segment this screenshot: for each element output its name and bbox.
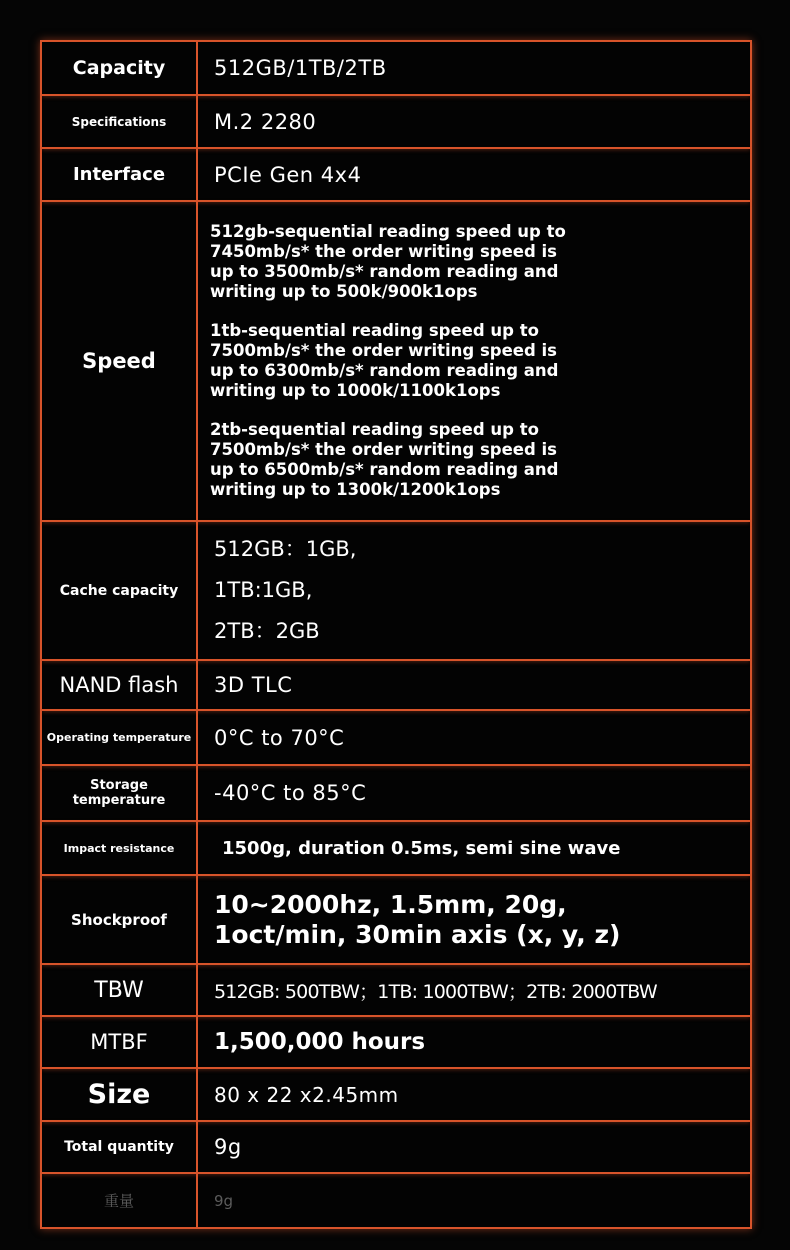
row-label: Operating temperature [42,711,198,764]
row-value: -40°C to 85°C [214,781,367,805]
spec-table [40,40,752,1229]
row-label: Capacity [42,42,198,94]
cache-values [200,522,750,659]
row-label: MTBF [42,1017,198,1067]
row-label: Storage temperature [42,766,198,820]
row-interface [42,149,750,202]
row-label: Impact resistance [42,822,198,874]
row-tbw [42,965,750,1017]
row-value: 9g [214,1191,234,1210]
row-label: Shockproof [42,876,198,963]
row-value: 80 x 22 x2.45mm [214,1082,399,1107]
row-label: TBW [42,965,198,1015]
row-shockproof [42,876,750,965]
row-value: 0°C to 70°C [214,725,345,750]
row-label: Speed [42,202,198,520]
row-label: Total quantity [42,1122,198,1172]
row-value: 1500g, duration 0.5ms, semi sine wave [222,837,621,859]
row-value: 9g [214,1135,242,1159]
row-impact-resistance [42,822,750,876]
row-value: PCIe Gen 4x4 [214,162,362,187]
row-mtbf [42,1017,750,1069]
row-weight [42,1174,750,1227]
row-cache-capacity [42,522,750,661]
row-label: NAND flash [42,661,198,709]
row-label: Size [42,1069,198,1120]
speed-2tb: 2tb-sequential reading speed up to 7500mb/s* the order writing speed is up to 6500mb/s* random reading and writing up to 1300k/1200k1ops [210,420,559,499]
row-capacity [42,42,750,96]
cache-2tb: 2TB：2GB [214,619,320,643]
row-value: 512GB: 500TBW；1TB: 1000TBW；2TB: 2000TBW [214,980,657,1003]
row-total-quantity [42,1122,750,1174]
speed-512gb: 512gb-sequential reading speed up to 7450mb/s* the order writing speed is up to 3500mb/s* random reading and writing up to 500k/900k1ops [210,222,566,301]
row-value: 3D TLC [214,673,293,697]
row-operating-temperature [42,711,750,766]
row-value: 1,500,000 hours [214,1029,426,1055]
row-specifications [42,96,750,149]
row-label: Cache capacity [42,522,198,659]
cache-512gb: 512GB：1GB, [214,537,357,561]
row-nand-flash [42,661,750,711]
row-label: Specifications [42,96,198,147]
speed-details [200,202,750,520]
row-value: 512GB/1TB/2TB [214,56,387,80]
row-value: M.2 2280 [214,109,317,134]
cache-1tb: 1TB:1GB, [214,578,313,602]
row-size [42,1069,750,1122]
row-label: 重量 [42,1174,198,1227]
row-storage-temperature [42,766,750,822]
speed-1tb: 1tb-sequential reading speed up to 7500mb/s* the order writing speed is up to 6300mb/s* random reading and writing up to 1000k/1100k1ops [210,321,559,400]
row-value: 10~2000hz, 1.5mm, 20g, 1oct/min, 30min axis (x, y, z) [214,889,621,949]
row-speed [42,202,750,522]
row-label: Interface [42,149,198,200]
